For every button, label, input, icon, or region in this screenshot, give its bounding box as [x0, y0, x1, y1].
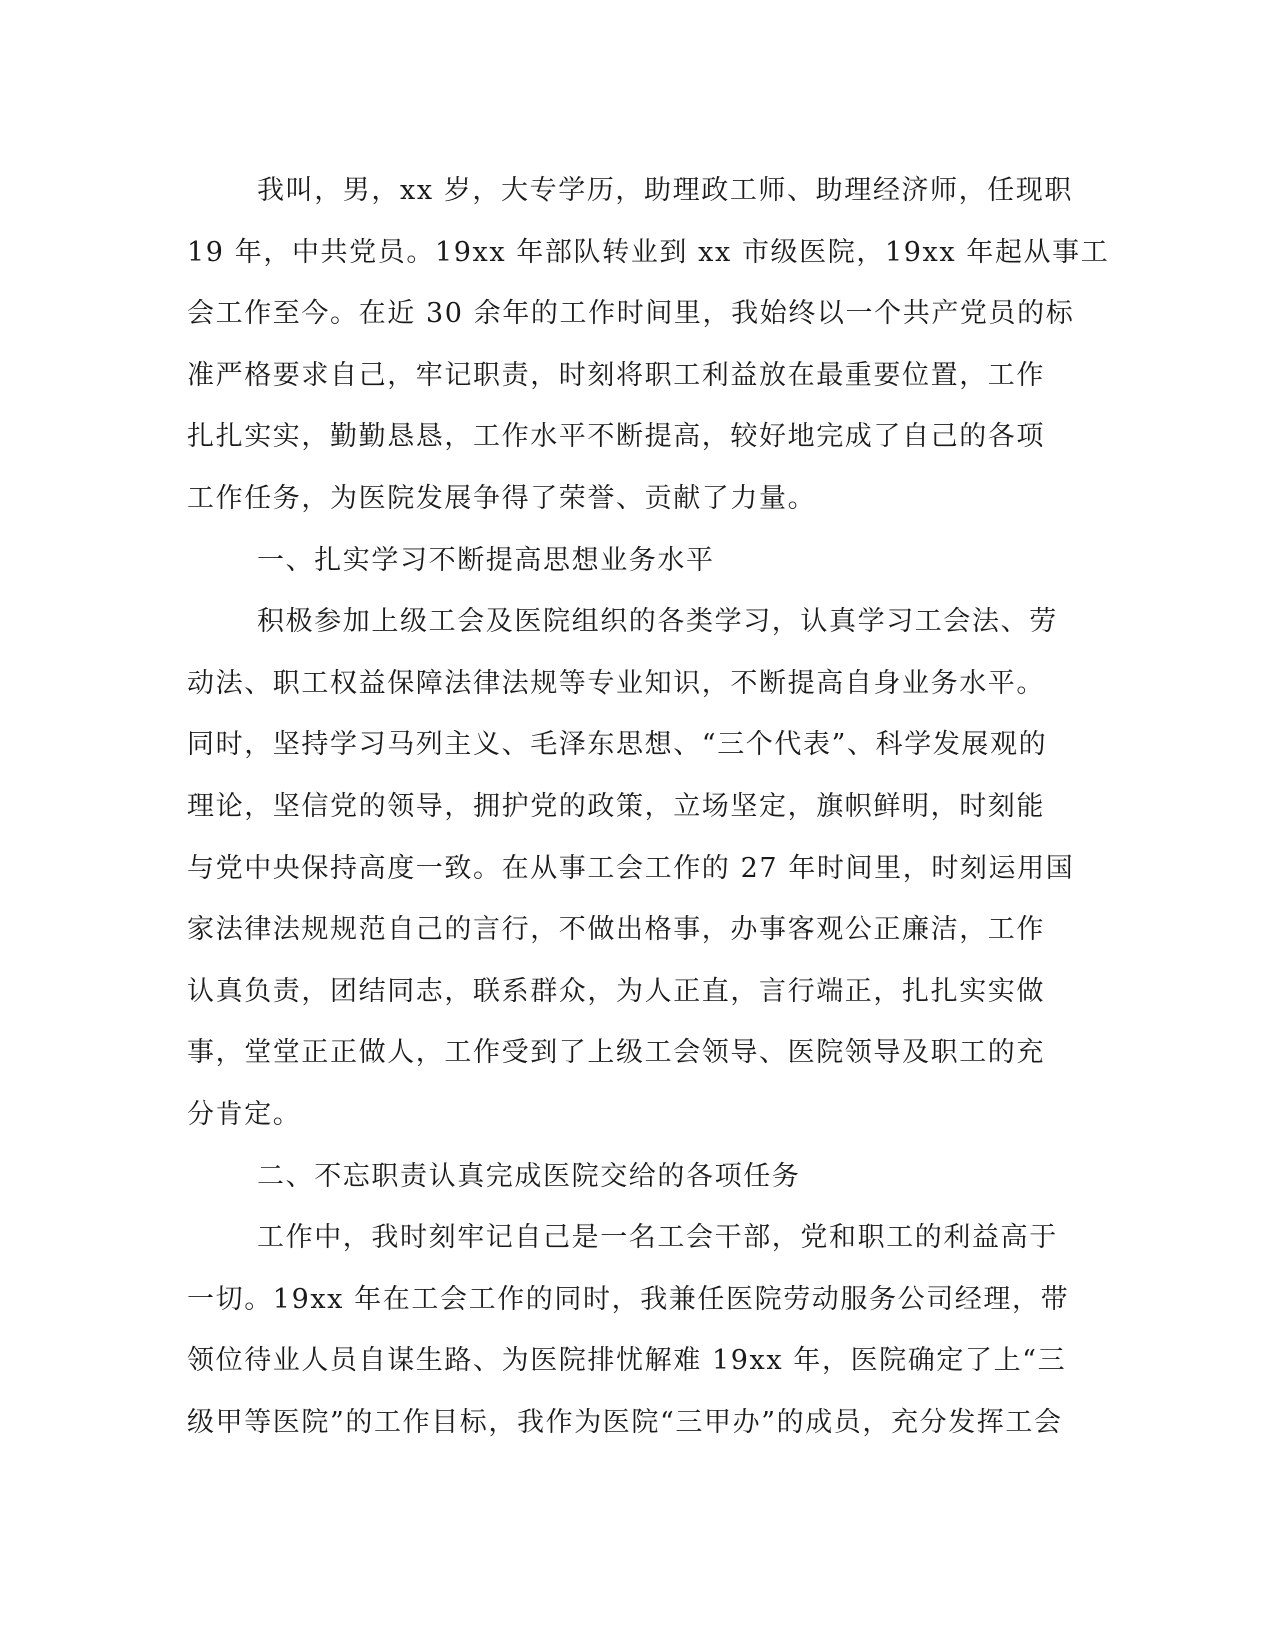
paragraph-line: 工作中，我时刻牢记自己是一名工会干部，党和职工的利益高于 — [257, 1222, 1058, 1254]
paragraph-line: 与党中央保持高度一致。在从事工会工作的 27 年时间里，时刻运用国 — [187, 852, 1075, 884]
paragraph-line: 领位待业人员自谋生路、为医院排忧解难 19xx 年，医院确定了上“三 — [187, 1345, 1067, 1377]
paragraph-line: 事，堂堂正正做人，工作受到了上级工会领导、医院领导及职工的充 — [187, 1037, 1045, 1069]
paragraph-line: 分肯定。 — [187, 1098, 302, 1130]
paragraph-line: 扎扎实实，勤勤恳恳，工作水平不断提高，较好地完成了自己的各项 — [187, 421, 1045, 453]
paragraph-line: 会工作至今。在近 30 余年的工作时间里，我始终以一个共产党员的标 — [187, 298, 1075, 330]
paragraph-line: 一切。19xx 年在工会工作的同时，我兼任医院劳动服务公司经理，带 — [187, 1283, 1070, 1315]
section-heading: 二、不忘职责认真完成医院交给的各项任务 — [257, 1160, 801, 1192]
paragraph-line: 19 年，中共党员。19xx 年部队转业到 xx 市级医院，19xx 年起从事工 — [187, 236, 1110, 268]
document-body — [187, 160, 1110, 1453]
paragraph-line: 准严格要求自己，牢记职责，时刻将职工利益放在最重要位置，工作 — [187, 359, 1045, 391]
paragraph-line: 家法律法规规范自己的言行，不做出格事，办事客观公正廉洁，工作 — [187, 914, 1045, 946]
paragraph-line: 同时，坚持学习马列主义、毛泽东思想、“三个代表”、科学发展观的 — [187, 729, 1048, 761]
section-heading: 一、扎实学习不断提高思想业务水平 — [257, 544, 715, 576]
paragraph-line: 级甲等医院”的工作目标，我作为医院“三甲办”的成员，充分发挥工会 — [187, 1406, 1063, 1438]
paragraph-line: 认真负责，团结同志，联系群众，为人正直，言行端正，扎扎实实做 — [187, 975, 1045, 1007]
paragraph-line: 理论，坚信党的领导，拥护党的政策，立场坚定，旗帜鲜明，时刻能 — [187, 790, 1045, 822]
paragraph-line: 动法、职工权益保障法律法规等专业知识，不断提高自身业务水平。 — [187, 667, 1045, 699]
paragraph-line: 工作任务，为医院发展争得了荣誉、贡献了力量。 — [187, 482, 817, 514]
paragraph-line: 积极参加上级工会及医院组织的各类学习，认真学习工会法、劳 — [257, 606, 1058, 638]
paragraph-line: 我叫，男，xx 岁，大专学历，助理政工师、助理经济师，任现职 — [257, 175, 1074, 206]
